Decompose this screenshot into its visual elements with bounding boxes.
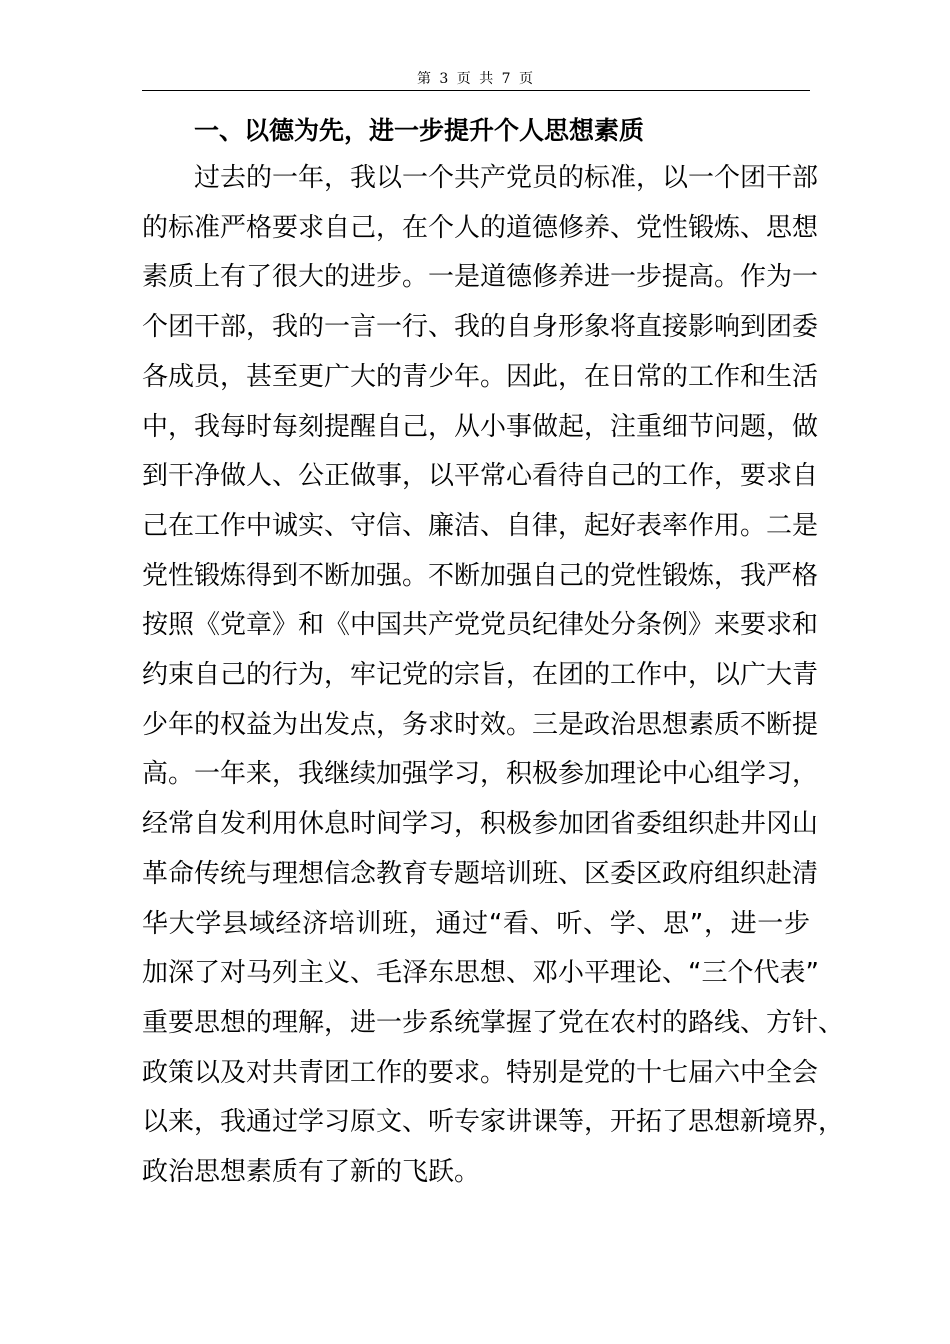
- paragraph-line: 素质上有了很大的进步。一是道德修养进一步提高。作为一: [142, 262, 819, 293]
- paragraph-line: 加深了对马列主义、毛泽东思想、邓小平理论、“三个代表”: [142, 958, 819, 989]
- paragraph-line: 政策以及对共青团工作的要求。特别是党的十七届六中全会: [142, 1057, 819, 1088]
- document-body: [142, 108, 845, 1198]
- section-heading: 一、以德为先，进一步提升个人思想素质: [194, 116, 645, 145]
- page-indicator: 第 3 页 共 7 页: [416, 71, 536, 87]
- paragraph-line: 各成员，甚至更广大的青少年。因此，在日常的工作和生活: [142, 361, 819, 392]
- body-paragraph: [142, 154, 845, 1198]
- paragraph-line: 华大学县域经济培训班，通过“看、听、学、思”，进一步: [142, 908, 810, 939]
- paragraph-line: 中，我每时每刻提醒自己，从小事做起，注重细节问题，做: [142, 411, 819, 442]
- paragraph-line: 经常自发利用休息时间学习，积极参加团省委组织赴井冈山: [142, 809, 819, 840]
- paragraph-line: 政治思想素质有了新的飞跃。: [142, 1157, 481, 1188]
- paragraph-line: 以来，我通过学习原文、听专家讲课等，开拓了思想新境界，: [142, 1107, 845, 1138]
- paragraph-line: 约束自己的行为，牢记党的宗旨，在团的工作中，以广大青: [142, 660, 819, 691]
- paragraph-line: 个团干部，我的一言一行、我的自身形象将直接影响到团委: [142, 312, 819, 343]
- paragraph-line: 过去的一年，我以一个共产党员的标准，以一个团干部: [194, 163, 819, 193]
- paragraph-line: 按照《党章》和《中国共产党党员纪律处分条例》来要求和: [142, 610, 819, 641]
- paragraph-line: 少年的权益为出发点，务求时效。三是政治思想素质不断提: [142, 709, 819, 740]
- paragraph-line: 的标准严格要求自己，在个人的道德修养、党性锻炼、思想: [142, 212, 819, 243]
- header-divider: [142, 90, 810, 91]
- paragraph-line: 党性锻炼得到不断加强。不断加强自己的党性锻炼，我严格: [142, 560, 819, 591]
- paragraph-line: 己在工作中诚实、守信、廉洁、自律，起好表率作用。二是: [142, 510, 819, 541]
- paragraph-line: 高。一年来，我继续加强学习，积极参加理论中心组学习，: [142, 759, 819, 790]
- paragraph-line: 重要思想的理解，进一步系统掌握了党在农村的路线、方针、: [142, 1007, 845, 1038]
- paragraph-line: 革命传统与理想信念教育专题培训班、区委区政府组织赴清: [142, 858, 819, 889]
- paragraph-line: 到干净做人、公正做事，以平常心看待自己的工作，要求自: [142, 461, 819, 492]
